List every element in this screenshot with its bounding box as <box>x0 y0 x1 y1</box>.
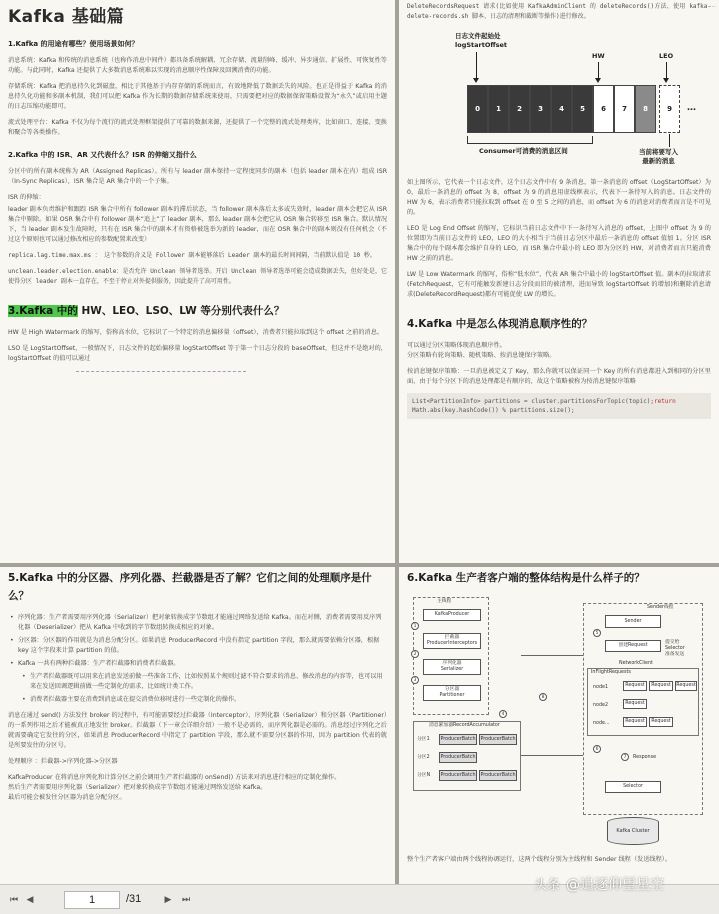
partition-label: 分区N <box>417 773 431 778</box>
producer-batch: ProducerBatch <box>479 770 517 781</box>
p2-top-paragraph: DeleteRecordsRequest 请求(比如使用 KafkaAdminClient 的 deleteRecords()方法、使用 kafka-delete-records.sh 脚本、日志的清理和截断等操作)进行修改。 <box>407 3 711 20</box>
first-page-icon[interactable]: ⏮ <box>9 895 19 905</box>
arrow-down-icon <box>476 52 477 79</box>
step-number: 8 <box>539 693 547 701</box>
q4-paragraph: 可以通过分区策略体现消息顺序性。 <box>407 342 506 349</box>
inflight-label: InFlightRequests <box>591 670 631 675</box>
page-1 <box>0 0 395 563</box>
leo-label: LEO <box>659 52 674 60</box>
log-cell: 3 <box>530 85 551 133</box>
step-number: 4 <box>499 710 507 718</box>
main-thread-label: 主线程 <box>437 599 452 604</box>
log-start-offset-label: 日志文件起始处 logStartOffset <box>455 32 508 49</box>
producer-batch: ProducerBatch <box>479 734 517 745</box>
question-1-heading: 1.Kafka 的用途有哪些？使用场景如何？ <box>8 40 139 48</box>
node-label: node2 <box>593 703 609 708</box>
bullet-list <box>8 613 387 705</box>
producer-batch: ProducerBatch <box>439 770 477 781</box>
request-box: Request <box>623 699 647 709</box>
p2-paragraph: LW 是 Low Watermark 的缩写，俗称“低水位”，代表 AR 集合中最小的 logStartOffset 值。副本的拉取请求(FetchRequest，它有可能触发新建日志分段而旧的被清理，进而导致 logStartOffset 的增加)和删除消息请求(DeleteRecordRequest)都有可能促使 LW 的增长。 <box>407 271 711 298</box>
p2-paragraph: 如上图所示，它代表一个日志文件，这个日志文件中有 9 条消息，第一条消息的 offset（LogStartOffset）为 0，最后一条消息的 offset 为 8，offset 为 9 的消息用虚线框表示，代表下一条待写入的消息。日志文件的 HW 为 6，表示消费者只能拉取到 offset 在 0 至 5 之间的消息，而 offset 为 6 的消息对消费者而言是不可见的。 <box>407 179 711 216</box>
q5-paragraph: 然后生产者需要用序列化器（Serializer）把对象转换成字节数组才能通过网络发送给 Kafka。 <box>8 784 267 791</box>
selector-box: Selector <box>605 781 661 793</box>
q2-paragraph: ISR 的伸缩： <box>8 194 45 201</box>
log-cell: 6 <box>593 85 614 133</box>
step-number: 5 <box>593 629 601 637</box>
p2-paragraph: LEO 是 Log End Offset 的缩写，它标识当前日志文件中下一条待写入消息的 offset，上图中 offset 为 9 的位置即为当前日志文件的 LEO，LEO 的大小相当于当前日志分区中最后一条消息的 offset 值加 1。分区 ISR 集合中的每个副本都会维护自身的 LEO，而 ISR 集合中最小的 LEO 即为分区的 HW，对消费者而言只能消费 HW 之前的消息。 <box>407 225 711 262</box>
node-label: node1 <box>593 685 609 690</box>
request-box: Request <box>675 681 697 691</box>
q2-paragraph: replica.lag.time.max.ms ： 这个参数的含义是 Follower 副本能够落后 Leader 副本的最长时间间隔，当前默认值是 10 秒。 <box>8 252 376 259</box>
log-cell: 0 <box>467 85 488 133</box>
request-box: Request <box>649 681 673 691</box>
q5-paragraph: KafkaProducer 在将消息序列化和计算分区之前会调用生产者拦截器的 onSend() 方法来对消息进行相应的定制化操作。 <box>8 774 341 781</box>
page-2 <box>399 0 719 563</box>
list-item: • 序列化器：生产者需要用序列化器（Serializer）把对象转换成字节数组才能通过网络发送给 Kafka。而在对侧，消费者需要用反序列化器（Deserializer）把从 Kafka 中收到的字节数组转换成相应的对象。 <box>8 613 387 633</box>
serializer-box: 序列化器 Serializer <box>423 659 481 675</box>
page-4 <box>399 567 719 884</box>
ellipsis: … <box>687 103 696 113</box>
producer-batch: ProducerBatch <box>439 734 477 745</box>
q5-paragraph: 最后可能会被发往分区器为消息分配分区。 <box>8 794 126 801</box>
log-cell: 7 <box>614 85 635 133</box>
response-label: Response <box>633 755 657 760</box>
q3-paragraph: HW 是 High Watermark 的缩写，俗称高水位，它标识了一个特定的消息偏移量（offset），消费者只能拉取到这个 offset 之前的消息。 <box>8 329 384 336</box>
step-number: 7 <box>621 753 629 761</box>
document-title: Kafka 基础篇 <box>8 7 125 27</box>
partition-label: 分区2 <box>417 755 430 760</box>
next-page-icon[interactable]: ▶ <box>164 895 172 905</box>
question-4-heading: 4.Kafka 中是怎么体现消息顺序性的？ <box>407 318 593 330</box>
step-number: 3 <box>411 676 419 684</box>
log-offset-diagram <box>407 28 711 178</box>
step-number: 1 <box>411 622 419 630</box>
hw-label: HW <box>592 52 605 60</box>
log-cell: 1 <box>488 85 509 133</box>
question-5-heading: 5.Kafka 中的分区器、序列化器、拦截器是否了解？它们之间的处理顺序是什么？ <box>8 572 372 602</box>
consumer-range-bracket <box>467 136 593 144</box>
sender-thread-label: Sender线程 <box>647 605 674 610</box>
page-number-input[interactable]: 1 <box>64 891 120 909</box>
step-number: 6 <box>593 745 601 753</box>
q1-paragraph: 存储系统：Kafka 把消息持久化到磁盘，相比于其他基于内存存储的系统而言，有效地降低了数据丢失的风险。也正是得益于 Kafka 的消息持久化功能和多副本机制，我们可以把 Kafka 作为长期的数据存储系统来使用，只需要把对应的数据保留策略设置为“永久”或启用主题的日志压缩功能即可。 <box>8 83 387 110</box>
consumer-range-label: Consumer可消费的消息区间 <box>479 147 568 155</box>
q6-paragraph: 整个生产者客户端由两个线程协调运行，这两个线程分别为主线程和 Sender 线程（发送线程）。 <box>407 856 672 863</box>
partitioner-box: 分区器 Partitioner <box>423 685 481 701</box>
interceptors-box: 拦截器 ProducerInterceptors <box>423 633 481 649</box>
q4-paragraph: 分区策略有轮询策略、随机策略、按消息键保序策略。 <box>407 352 556 359</box>
producer-architecture-diagram <box>407 595 711 855</box>
connector-line <box>669 134 670 147</box>
q4-paragraph: 按消息键保序策略：一旦消息被定义了 Key，那么你就可以保证同一个 Key 的所有消息都进入到相同的分区里面，由于每个分区下的消息处理都是有顺序的，故这个策略被称为按消息键保序策略 <box>407 368 711 385</box>
q5-paragraph: 消息在通过 send() 方法发往 broker 的过程中，有可能需要经过拦截器（Interceptor）、序列化器（Serializer）和分区器（Partitioner）的一系列作用之后才能被真正地发往 broker。拦截器（下一章会详细介绍）一般不是必需的，而序列化器是必需的。消息经过序列化之后就需要确定它发往的分区，如果消息 ProducerRecord 中指定了 partition 字段，那么就不需要分区器的作用，因为 partition 代表的就是所要发往的分区号。 <box>8 712 387 749</box>
page-3 <box>0 567 395 884</box>
next-write-label: 当前将要写入 最新的消息 <box>639 148 678 165</box>
create-request-box: 创建Request <box>605 640 661 652</box>
list-item: • 消费者拦截器主要在消费到消息或在提交消费位移时进行一些定制化的操作。 <box>8 695 387 705</box>
connector-line <box>521 655 583 656</box>
log-cell: 8 <box>635 85 656 133</box>
arrow-down-icon <box>666 62 667 79</box>
q1-paragraph: 流式处理平台：Kafka 不仅为每个流行的流式处理框架提供了可靠的数据来源，还提供了一个完整的流式处理类库，比如窗口、连接、变换和聚合等各类操作。 <box>8 119 387 136</box>
log-cell: 5 <box>572 85 593 133</box>
last-page-icon[interactable]: ⏭ <box>181 895 191 905</box>
submit-note: 提交给 Selector 准备发送 <box>665 640 685 657</box>
q2-paragraph: unclean.leader.election.enable：是否允许 Unclean 领导者选举。开启 Unclean 领导者选举可能会造成数据丢失，但好处是，它使得分区 leader 副本一直存在，不至于停止对外提供服务，因此提升了高可用性。 <box>8 268 387 285</box>
request-box: Request <box>623 681 647 691</box>
q2-paragraph: 分区中的所有副本统称为 AR（Assigned Replicas）。所有与 leader 副本保持一定程度同步的副本（包括 leader 副本在内）组成 ISR（In-Sync Replicas），ISR 集合是 AR 集合中的一个子集。 <box>8 168 387 185</box>
handwritten-underline <box>76 365 246 372</box>
highlighted-text: 3.Kafka 中的 <box>8 305 78 317</box>
request-box: Request <box>649 717 673 727</box>
previous-page-icon[interactable]: ◀ <box>26 895 34 905</box>
question-6-heading: 6.Kafka 生产者客户端的整体结构是什么样子的？ <box>407 572 645 584</box>
q3-paragraph: LSO 是 LogStartOffset，一般情况下，日志文件的起始偏移量 logStartOffset 等于第一个日志分段的 baseOffset，但这并不是绝对的，logStartOffset 的值可以通过 <box>8 345 387 362</box>
kafka-producer-box: KafkaProducer <box>423 609 481 621</box>
watermark: 头条 @追逐仰望星空 <box>534 877 665 893</box>
log-cell: 4 <box>551 85 572 133</box>
producer-batch: ProducerBatch <box>439 752 477 763</box>
total-pages: /31 <box>126 893 142 905</box>
node-label: node... <box>593 721 610 726</box>
sender-box: Sender <box>605 615 661 628</box>
question-3-heading: 3.Kafka 中的 HW、LEO、LSO、LW 等分别代表什么？ <box>8 305 285 317</box>
accumulator-label: 消息累加器RecordAccumulator <box>429 723 500 728</box>
question-2-heading: 2.Kafka 中的 ISR、AR 又代表什么？ISR 的伸缩又指什么 <box>8 151 197 159</box>
list-item: • Kafka 一共有两种拦截器：生产者拦截器和消费者拦截器。 <box>8 659 387 669</box>
arrow-down-icon <box>598 62 599 79</box>
q5-paragraph: 处理顺序 ：拦截器->序列化器->分区器 <box>8 758 118 765</box>
code-snippet: List<PartitionInfo> partitions = cluster.partitionsForTopic(topic);return Math.abs(key.hashCode()) % partitions.size(); <box>407 393 711 419</box>
q2-paragraph: leader 副本负责维护和跟踪 ISR 集合中所有 follower 副本的滞后状态，当 follower 副本落后太多或失效时，leader 副本会把它从 ISR 集合中剔除。如果 OSR 集合中有 follower 副本“追上”了 leader 副本，那么 leader 副本会把它从 OSR 集合转移至 ISR 集合。默认情况下，当 leader 副本发生故障时，只有在 ISR 集合中的副本才有资格被选举为新的 leader，而在 OSR 集合中的副本则没有任何机会（不过这个原则也可以通过修改相应的参数配置来改变） <box>8 206 387 243</box>
q1-paragraph: 消息系统：Kafka 和传统的消息系统（也称作消息中间件）都具备系统解耦、冗余存储、流量削峰、缓冲、异步通信、扩展性、可恢复性等功能。与此同时，Kafka 还提供了大多数消息系统难以实现的消息顺序性保障及回溯消费的功能。 <box>8 57 387 74</box>
kafka-cluster-cylinder: Kafka Cluster <box>607 817 659 845</box>
log-cell: 2 <box>509 85 530 133</box>
list-item: • 生产者拦截器既可以用来在消息发送前做一些准备工作，比如按照某个规则过滤不符合要求的消息、修改消息的内容等，也可以用来在发送回调逻辑前做一些定制化的需求，比如统计类工作。 <box>8 672 387 692</box>
corner-mark: … <box>709 1 716 9</box>
connector-line <box>521 755 583 756</box>
list-item: • 分区器：分区器的作用就是为消息分配分区。如果消息 ProducerRecord 中没有指定 partition 字段，那么就需要依赖分区器，根据 key 这个字段来计算 partition 的值。 <box>8 636 387 656</box>
network-client-label: NetworkClient <box>619 661 653 666</box>
partition-label: 分区1 <box>417 737 430 742</box>
step-number: 2 <box>411 650 419 658</box>
request-box: Request <box>623 717 647 727</box>
log-cell-next: 9 <box>659 85 680 133</box>
